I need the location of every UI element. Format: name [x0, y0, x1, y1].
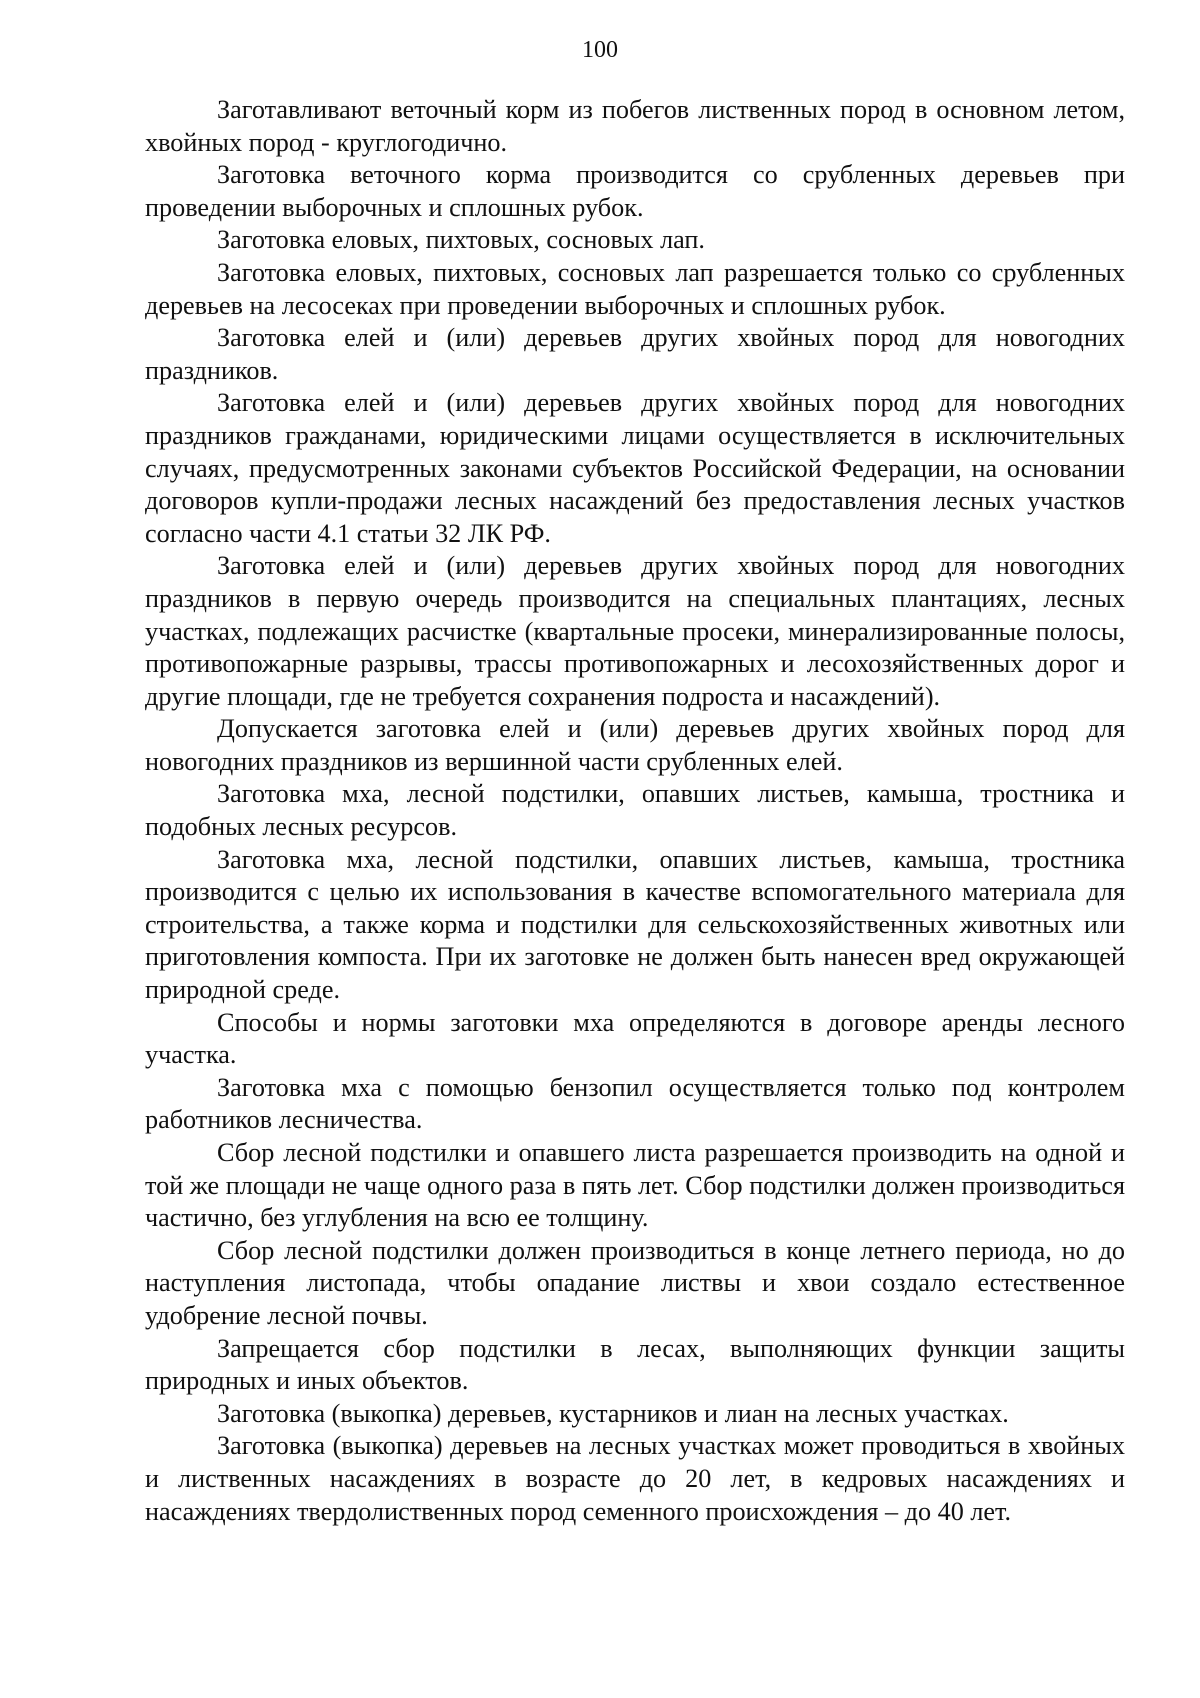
paragraph: Заготовка веточного корма производится со срубленных деревьев при проведении выборочных и сплошных рубок.	[145, 160, 1125, 222]
paragraph: Допускается заготовка елей и (или) деревьев других хвойных пород для новогодних праздников из вершинной части срубленных елей.	[145, 714, 1125, 776]
paragraph: Заготовка мха с помощью бензопил осуществляется только под контролем работников лесничества.	[145, 1072, 1125, 1135]
document-body	[145, 94, 1125, 1528]
paragraph: Заготовка (выкопка) деревьев на лесных участках может проводиться в хвойных и лиственных насаждениях в возрасте до 20 лет, в кедровых насаждениях и насаждениях твердолиственных пород семенного происхождения – до 40 лет.	[145, 1431, 1125, 1526]
paragraph: Запрещается сбор подстилки в лесах, выполняющих функции защиты природных и иных объектов.	[145, 1333, 1125, 1396]
page-number: 100	[582, 37, 618, 63]
paragraph: Заготовка мха, лесной подстилки, опавших листьев, камыша, тростника производится с целью их использования в качестве вспомогательного материала для строительства, а также корма и подстилки для сельскохозяйственных животных или приготовления компоста. При их заготовке не должен быть нанесен вред окружающей природной среде.	[145, 844, 1125, 1005]
paragraph: Заготовка мха, лесной подстилки, опавших листьев, камыша, тростника и подобных лесных ресурсов.	[145, 779, 1125, 842]
paragraph: Заготавливают веточный корм из побегов лиственных пород в основном летом, хвойных пород - круглогодично.	[145, 95, 1125, 157]
paragraph: Заготовка елей и (или) деревьев других хвойных пород для новогодних праздников.	[145, 323, 1125, 385]
paragraph: Сбор лесной подстилки должен производиться в конце летнего периода, но до наступления листопада, чтобы опадание листвы и хвои создало естественное удобрение лесной почвы.	[145, 1235, 1125, 1330]
paragraph: Сбор лесной подстилки и опавшего листа разрешается производить на одной и той же площади не чаще одного раза в пять лет. Сбор подстилки должен производиться частично, без углубления на всю ее толщину.	[145, 1138, 1125, 1233]
paragraph: Заготовка елей и (или) деревьев других хвойных пород для новогодних праздников гражданами, юридическими лицами осуществляется в исключительных случаях, предусмотренных законами субъектов Российской Федерации, на основании договоров купли-продажи лесных насаждений без предоставления лесных участков согласно части 4.1 статьи 32 ЛК РФ.	[145, 388, 1125, 548]
paragraph: Заготовка еловых, пихтовых, сосновых лап.	[217, 225, 705, 255]
paragraph: Заготовка еловых, пихтовых, сосновых лап разрешается только со срубленных деревьев на лесосеках при проведении выборочных и сплошных рубок.	[145, 257, 1125, 320]
paragraph: Заготовка (выкопка) деревьев, кустарников и лиан на лесных участках.	[217, 1398, 1009, 1428]
paragraph: Заготовка елей и (или) деревьев других хвойных пород для новогодних праздников в первую очередь производится на специальных плантациях, лесных участках, подлежащих расчистке (квартальные просеки, минерализированные полосы, противопожарные разрывы, трассы противопожарных и лесохозяйственных дорог и другие площади, где не требуется сохранения подроста и насаждений).	[145, 551, 1125, 711]
paragraph: Способы и нормы заготовки мха определяются в договоре аренды лесного участка.	[145, 1007, 1125, 1070]
